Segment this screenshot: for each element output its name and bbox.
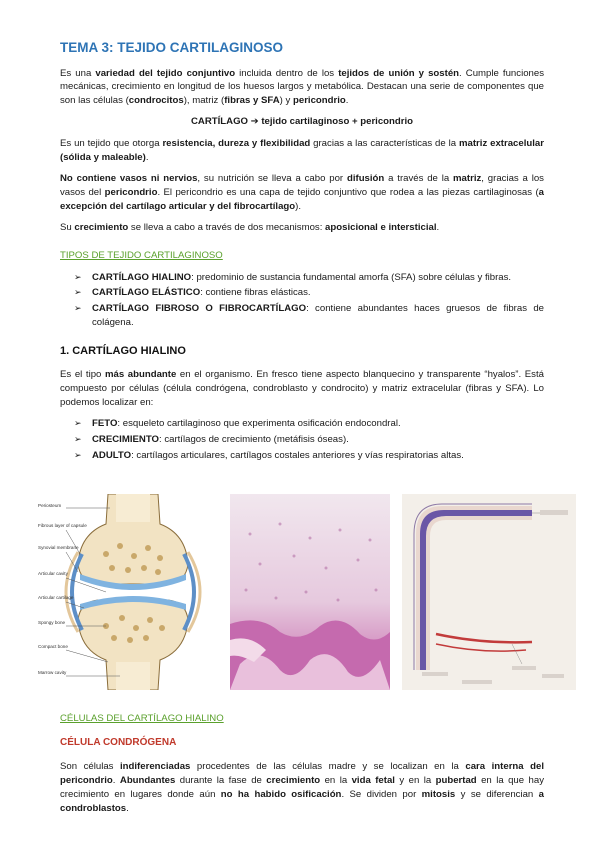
list-item: ➢ CARTÍLAGO ELÁSTICO: contiene fibras elásticas. — [74, 287, 311, 299]
intro-paragraph-4: Su crecimiento se lleva a cabo a través de dos mecanismos: aposicional e intersticial. — [60, 221, 440, 233]
cells-paragraph: Son células indiferenciadas procedentes de las células madre y se localizan en la cara interna del pericondrio. Abundantes durante la fase de crecimiento en la vida fetal y en la pubertad en la que hay crecimiento en lugares donde aún no ha habido osificación. Se dividen por mitosis y se diferencian a condroblastos. — [60, 761, 545, 815]
upper-content — [60, 38, 544, 473]
figure-label: Spongy bone — [38, 620, 66, 625]
list-item: ➢ CARTÍLAGO FIBROSO O FIBROCARTÍLAGO: contiene abundantes haces gruesos de fibras de colágena. — [74, 303, 544, 329]
micrograph-image — [230, 494, 390, 690]
cartilage-ring-micrograph — [402, 494, 576, 690]
page-title: TEMA 3: TEJIDO CARTILAGINOSO — [60, 40, 284, 55]
intro-paragraph-1: Es una variedad del tejido conjuntivo incluida dentro de los tejidos de unión y sostén. Cumple funciones mecánicas, crecimiento en longitud de los huesos largos y metabólica. Destacan una serie de componentes que son las células (condrocitos), matriz (fibras y SFA) y pericondrio. — [60, 67, 545, 107]
intro-paragraph-2: Es un tejido que otorga resistencia, dureza y flexibilidad gracias a las características de la matriz extracelular (sólida y maleable). — [60, 138, 544, 164]
types-heading: TIPOS DE TEJIDO CARTILAGINOSO — [60, 249, 223, 261]
arrow-bullet-icon: ➢ — [74, 449, 82, 460]
arrow-bullet-icon: ➢ — [74, 271, 82, 282]
histology-micrograph — [230, 494, 390, 690]
figure-label: Synovial membrane — [38, 545, 79, 550]
arrow-bullet-icon: ➢ — [74, 433, 82, 444]
joint-diagram — [36, 494, 214, 690]
figure-label: Articular cartilage — [38, 595, 74, 600]
hialino-paragraph: Es el tipo más abundante en el organismo. En fresco tiene aspecto blanquecino y transparente “hyalos”. Está compuesto por células (célula condrógena, condroblasto y condrocito) y matriz extracelular (fibras y SFA). Lo podemos localizar en: — [60, 369, 544, 408]
figure-label: Articular cavity — [38, 571, 68, 576]
types-list — [60, 271, 544, 331]
figure-label: Periosteum — [38, 503, 62, 508]
locations-list — [60, 417, 544, 463]
list-item: ➢ CARTÍLAGO HIALINO: predominio de sustancia fundamental amorfa (SFA) sobre células y fibras. — [74, 271, 512, 283]
chondrogenic-cell-heading: CÉLULA CONDRÓGENA — [60, 736, 177, 748]
cells-heading: CÉLULAS DEL CARTÍLAGO HIALINO — [60, 713, 224, 724]
cartilage-formula: CARTÍLAGO ➔ tejido cartilaginoso + pericondrio — [190, 116, 414, 128]
list-item: ➢ ADULTO: cartílagos articulares, cartílagos costales anteriores y vías respiratorias altas. — [74, 449, 464, 461]
arrow-bullet-icon: ➢ — [74, 303, 82, 314]
figure-label: Compact bone — [38, 644, 68, 649]
list-item: ➢ CRECIMIENTO: cartílagos de crecimiento (metáfisis óseas). — [74, 433, 349, 445]
figure-label: Marrow cavity — [38, 670, 67, 675]
figure-row — [36, 494, 576, 690]
joint-illustration — [36, 494, 214, 690]
lower-content — [60, 712, 544, 823]
arrow-bullet-icon: ➢ — [74, 417, 82, 428]
arrow-bullet-icon: ➢ — [74, 287, 82, 298]
list-item: ➢ FETO: esqueleto cartilaginoso que experimenta osificación endocondral. — [74, 417, 401, 429]
ring-image — [402, 494, 576, 690]
figure-label: Fibrous layer of capsule — [38, 523, 87, 528]
hialino-heading: 1. CARTÍLAGO HIALINO — [60, 345, 186, 358]
intro-paragraph-3: No contiene vasos ni nervios, su nutrición se lleva a cabo por difusión a través de la matriz, gracias a los vasos del pericondrio. El pericondrio es una capa de tejido conjuntivo que rodea a las piezas cartilaginosas (a excepción del cartílago articular y del fibrocartílago). — [60, 173, 544, 212]
